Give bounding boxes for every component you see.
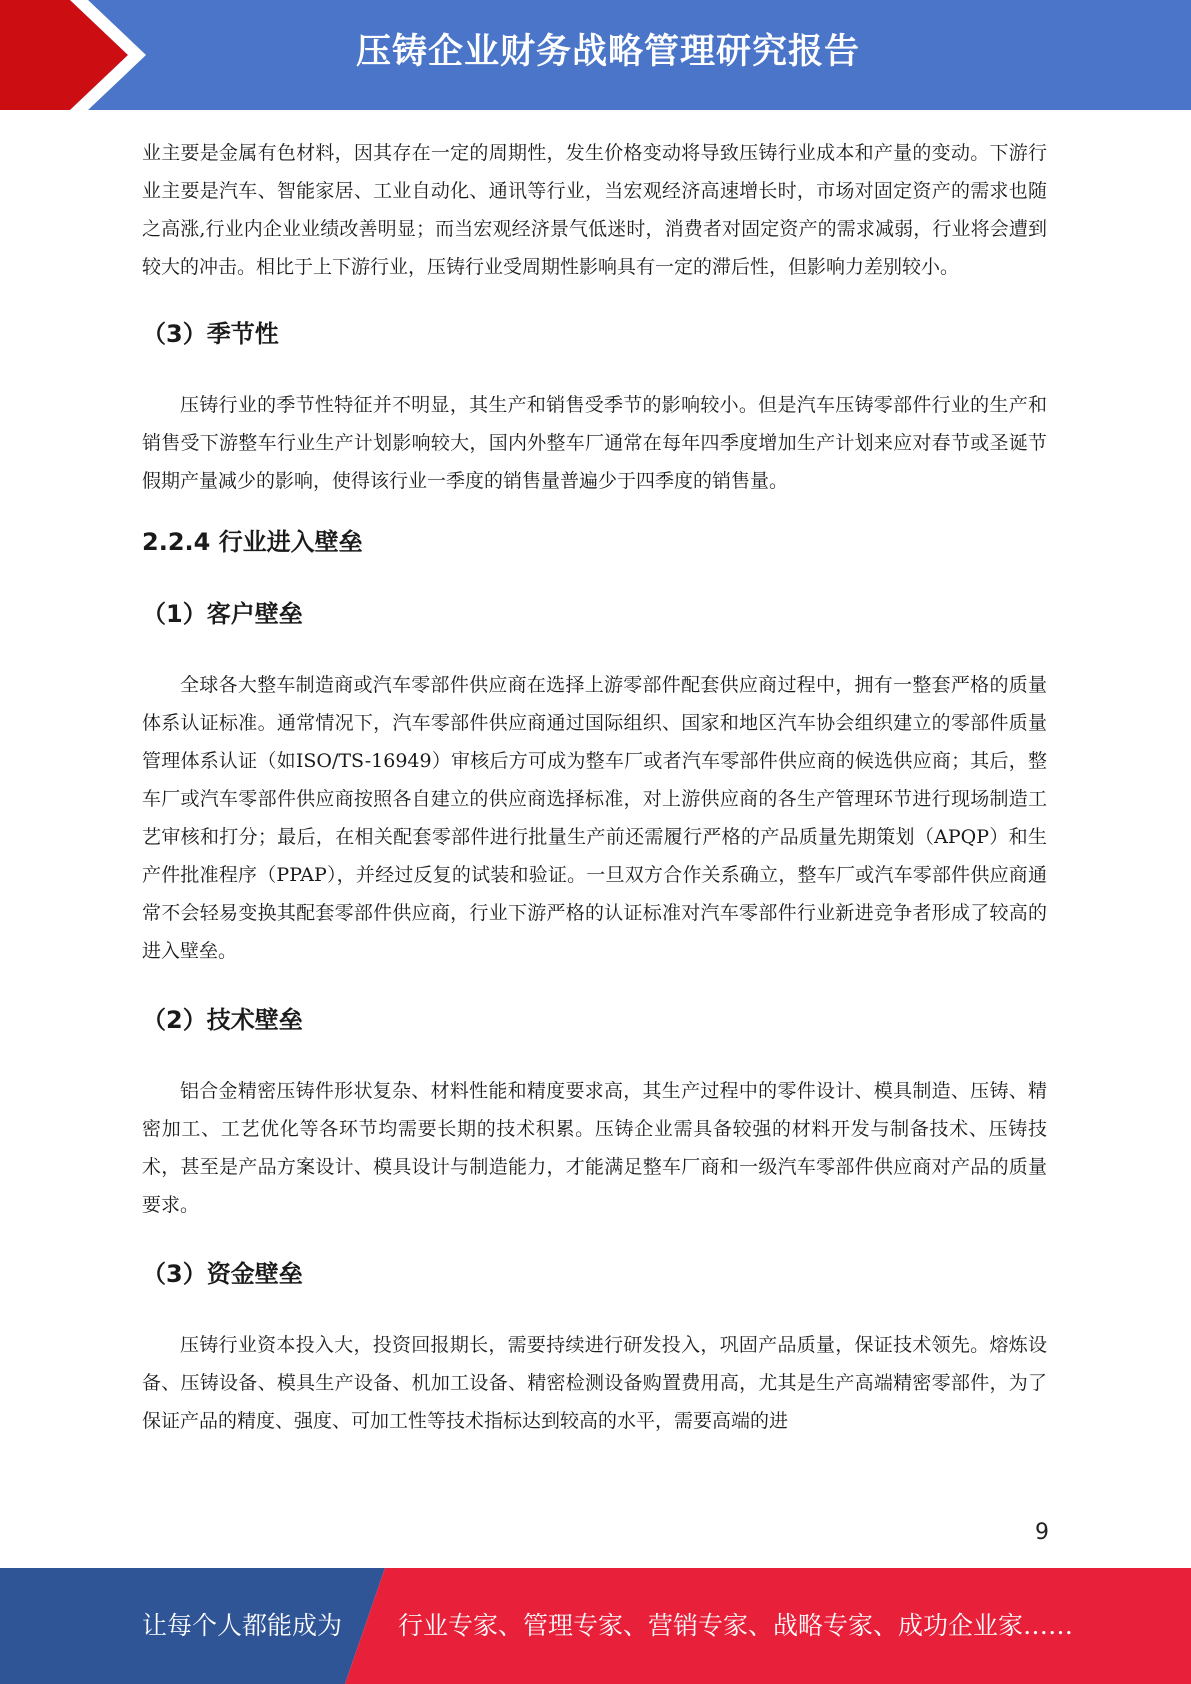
paragraph-cyclicality-cont: 业主要是金属有色材料，因其存在一定的周期性，发生价格变动将导致压铸行业成本和产量的变动。下游行业主要是汽车、智能家居、工业自动化、通讯等行业，当宏观经济高速增长时，市场对固定资产的需求也随之高涨,行业内企业业绩改善明显；而当宏观经济景气低迷时，消费者对固定资产的需求减弱，行业将会遭到较大的冲击。相比于上下游行业，压铸行业受周期性影响具有一定的滞后性，但影响力差别较小。 (142, 142, 1047, 278)
paragraph-seasonality: 压铸行业的季节性特征并不明显，其生产和销售受季节的影响较小。但是汽车压铸零部件行业的生产和销售受下游整车行业生产计划影响较大，国内外整车厂通常在每年四季度增加生产计划来应对春节或圣诞节假期产量减少的影响，使得该行业一季度的销售量普遍少于四季度的销售量。 (142, 394, 1047, 492)
paragraph-tech-barrier: 铝合金精密压铸件形状复杂、材料性能和精度要求高，其生产过程中的零件设计、模具制造、压铸、精密加工、工艺优化等各环节均需要长期的技术积累。压铸企业需具备较强的材料开发与制备技术、压铸技术，甚至是产品方案设计、模具设计与制造能力，才能满足整车厂商和一级汽车零部件供应商对产品的质量要求。 (142, 1080, 1047, 1216)
page-content (142, 134, 1047, 1440)
heading-capital-barrier: （3）资金壁垒 (142, 1260, 303, 1288)
header-banner (0, 0, 1191, 110)
footer-slogan-left: 让每个人都能成为 (142, 1611, 343, 1640)
heading-tech-barrier: （2）技术壁垒 (142, 1006, 303, 1034)
footer-banner (0, 1568, 1191, 1684)
heading-customer-barrier: （1）客户壁垒 (142, 600, 303, 628)
page-number: 9 (1035, 1520, 1049, 1545)
report-title: 压铸企业财务战略管理研究报告 (355, 32, 860, 72)
paragraph-capital-barrier: 压铸行业资本投入大，投资回报期长，需要持续进行研发投入，巩固产品质量，保证技术领先。熔炼设备、压铸设备、模具生产设备、机加工设备、精密检测设备购置费用高，尤其是生产高端精密零部件，为了保证产品的精度、强度、可加工性等技术指标达到较高的水平，需要高端的进 (142, 1334, 1047, 1432)
heading-entry-barriers: 2.2.4 行业进入壁垒 (142, 528, 363, 556)
footer-slogan-right: 行业专家、管理专家、营销专家、战略专家、成功企业家…… (398, 1611, 1074, 1640)
heading-seasonality: （3）季节性 (142, 320, 279, 348)
paragraph-customer-barrier: 全球各大整车制造商或汽车零部件供应商在选择上游零部件配套供应商过程中，拥有一整套严格的质量体系认证标准。通常情况下，汽车零部件供应商通过国际组织、国家和地区汽车协会组织建立的零部件质量管理体系认证（如ISO/TS-16949）审核后方可成为整车厂或者汽车零部件供应商的候选供应商；其后，整车厂或汽车零部件供应商按照各自建立的供应商选择标准，对上游供应商的各生产管理环节进行现场制造工艺审核和打分；最后，在相关配套零部件进行批量生产前还需履行严格的产品质量先期策划（APQP）和生产件批准程序（PPAP），并经过反复的试装和验证。一旦双方合作关系确立，整车厂或汽车零部件供应商通常不会轻易变换其配套零部件供应商，行业下游严格的认证标准对汽车零部件行业新进竞争者形成了较高的进入壁垒。 (142, 674, 1047, 962)
